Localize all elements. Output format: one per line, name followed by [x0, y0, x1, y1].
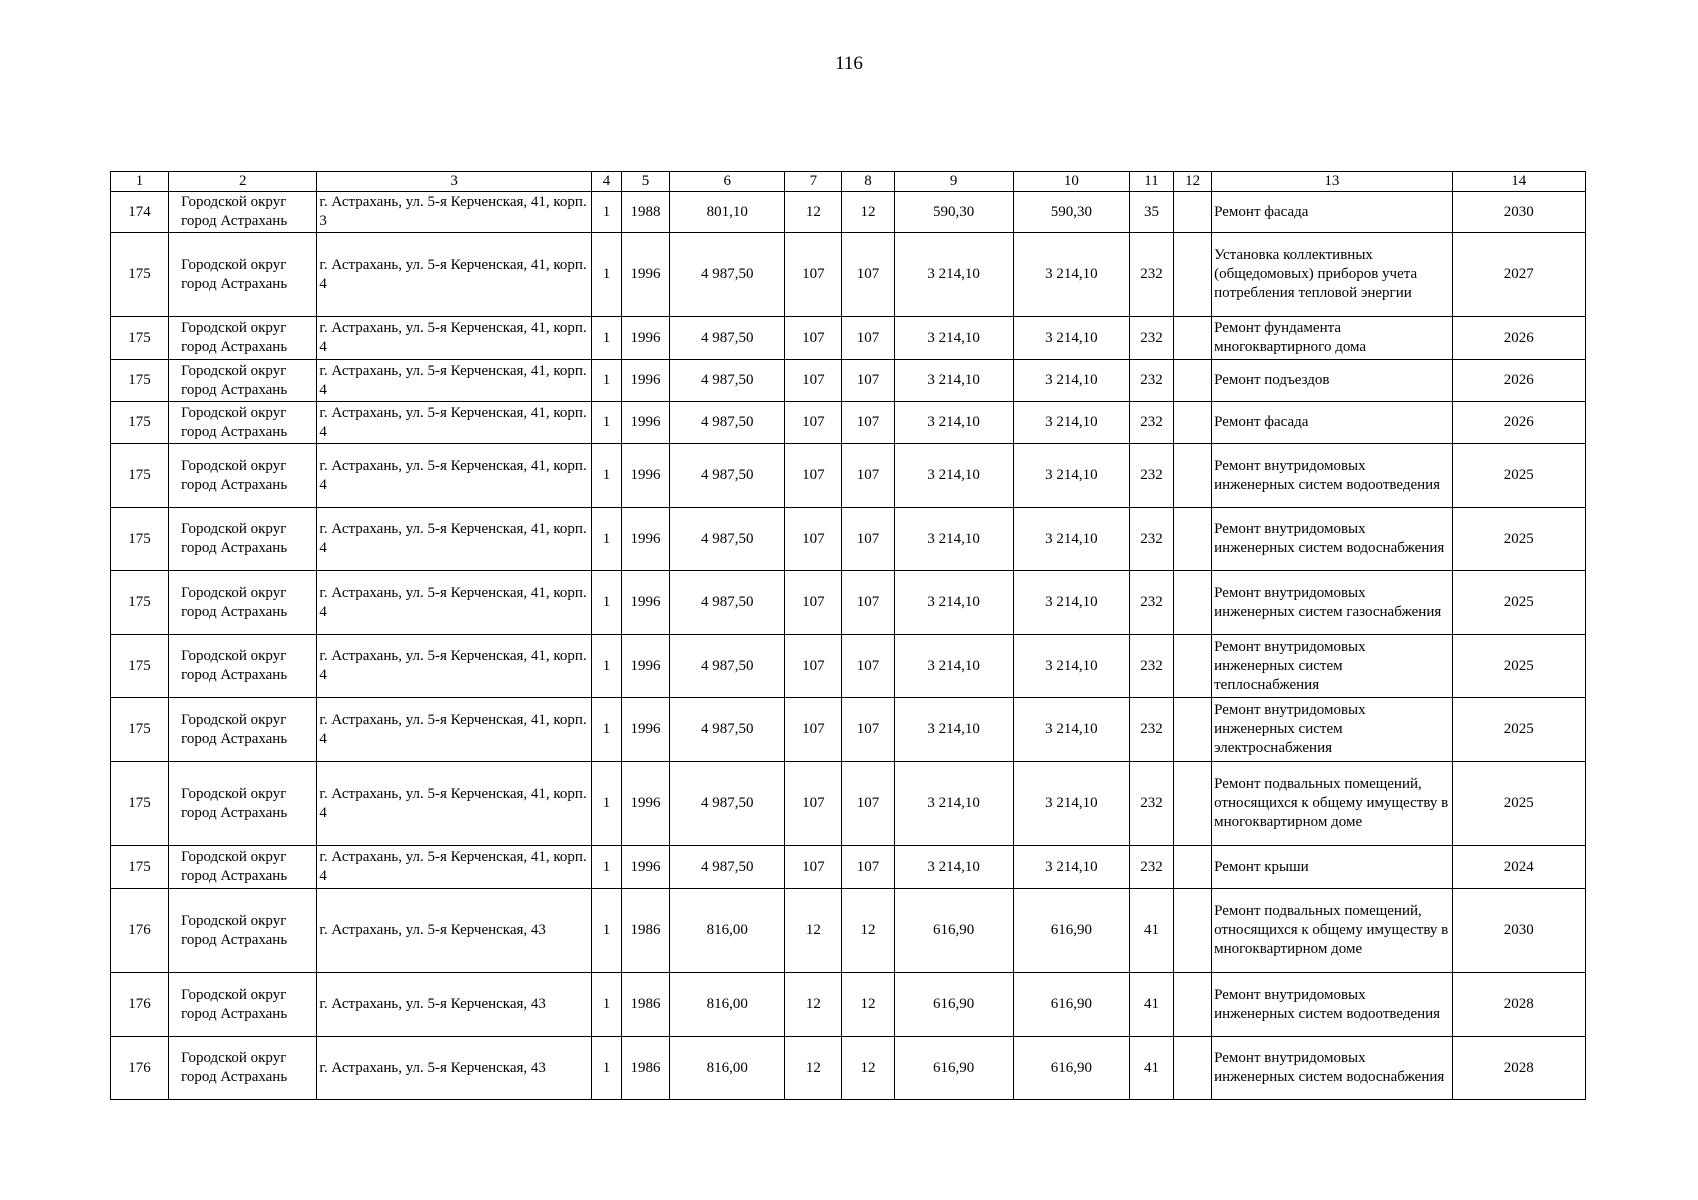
cell-total-area: 4 987,50	[670, 317, 785, 360]
page-number: 116	[835, 53, 863, 74]
cell-apartments-residential: 107	[842, 635, 894, 698]
cell-work-type: Ремонт подвальных помещений, относящихся к общему имуществу в многоквартирном доме	[1212, 889, 1452, 973]
cell-municipality: Городской округ город Астрахань	[169, 846, 317, 889]
cell-planned-year: 2024	[1452, 846, 1585, 889]
table-row	[111, 402, 1586, 444]
header-col-1: 1	[111, 172, 169, 192]
cell-address: г. Астрахань, ул. 5-я Керченская, 41, корп. 4	[317, 698, 592, 762]
cell-planned-year: 2026	[1452, 402, 1585, 444]
table-row	[111, 508, 1586, 571]
cell-row-number: 175	[111, 317, 169, 360]
cell-residents: 41	[1129, 1037, 1173, 1100]
cell-col-12	[1174, 973, 1212, 1037]
cell-total-area: 4 987,50	[670, 233, 785, 317]
cell-row-number: 175	[111, 846, 169, 889]
table-row	[111, 698, 1586, 762]
cell-residents: 232	[1129, 698, 1173, 762]
cell-apartments-residential: 107	[842, 571, 894, 635]
capital-repair-table	[110, 171, 1586, 1100]
cell-planned-year: 2025	[1452, 444, 1585, 508]
cell-planned-year: 2025	[1452, 635, 1585, 698]
cell-total-area: 4 987,50	[670, 402, 785, 444]
cell-residential-area-private: 616,90	[1013, 973, 1129, 1037]
cell-apartments-total: 107	[785, 444, 842, 508]
cell-residents: 232	[1129, 571, 1173, 635]
cell-residents: 41	[1129, 973, 1173, 1037]
table-row	[111, 889, 1586, 973]
cell-apartments-residential: 107	[842, 444, 894, 508]
table-row	[111, 635, 1586, 698]
cell-work-type: Ремонт внутридомовых инженерных систем электроснабжения	[1212, 698, 1452, 762]
cell-residential-area: 3 214,10	[894, 317, 1013, 360]
cell-residential-area: 3 214,10	[894, 571, 1013, 635]
cell-residential-area: 3 214,10	[894, 360, 1013, 402]
table-row	[111, 846, 1586, 889]
table-row	[111, 360, 1586, 402]
cell-apartments-residential: 107	[842, 233, 894, 317]
cell-municipality: Городской округ город Астрахань	[169, 317, 317, 360]
cell-residents: 232	[1129, 846, 1173, 889]
cell-row-number: 175	[111, 360, 169, 402]
cell-residential-area-private: 3 214,10	[1013, 508, 1129, 571]
cell-col-12	[1174, 889, 1212, 973]
cell-apartments-total: 107	[785, 571, 842, 635]
cell-col-12	[1174, 360, 1212, 402]
cell-apartments-total: 107	[785, 317, 842, 360]
cell-residential-area-private: 3 214,10	[1013, 698, 1129, 762]
header-col-4: 4	[591, 172, 621, 192]
cell-building-count: 1	[591, 508, 621, 571]
cell-address: г. Астрахань, ул. 5-я Керченская, 41, корп. 4	[317, 360, 592, 402]
cell-building-count: 1	[591, 233, 621, 317]
cell-residents: 232	[1129, 360, 1173, 402]
cell-building-count: 1	[591, 762, 621, 846]
cell-row-number: 175	[111, 233, 169, 317]
cell-col-12	[1174, 571, 1212, 635]
header-col-9: 9	[894, 172, 1013, 192]
cell-planned-year: 2030	[1452, 889, 1585, 973]
cell-building-count: 1	[591, 635, 621, 698]
header-col-5: 5	[622, 172, 670, 192]
cell-residential-area: 616,90	[894, 973, 1013, 1037]
table-row	[111, 973, 1586, 1037]
cell-apartments-total: 107	[785, 846, 842, 889]
header-col-12: 12	[1174, 172, 1212, 192]
cell-total-area: 4 987,50	[670, 508, 785, 571]
cell-col-12	[1174, 508, 1212, 571]
cell-address: г. Астрахань, ул. 5-я Керченская, 41, корп. 4	[317, 317, 592, 360]
cell-municipality: Городской округ город Астрахань	[169, 444, 317, 508]
cell-apartments-total: 107	[785, 762, 842, 846]
cell-residents: 35	[1129, 192, 1173, 233]
cell-year-built: 1996	[622, 508, 670, 571]
cell-apartments-total: 107	[785, 635, 842, 698]
cell-municipality: Городской округ город Астрахань	[169, 233, 317, 317]
table-row	[111, 233, 1586, 317]
cell-building-count: 1	[591, 317, 621, 360]
table-header-row	[111, 172, 1586, 192]
cell-year-built: 1996	[622, 698, 670, 762]
header-col-11: 11	[1129, 172, 1173, 192]
table-row	[111, 192, 1586, 233]
cell-year-built: 1986	[622, 889, 670, 973]
cell-row-number: 176	[111, 1037, 169, 1100]
cell-year-built: 1996	[622, 317, 670, 360]
cell-building-count: 1	[591, 402, 621, 444]
cell-year-built: 1996	[622, 444, 670, 508]
cell-residents: 232	[1129, 233, 1173, 317]
cell-row-number: 175	[111, 635, 169, 698]
cell-apartments-total: 12	[785, 192, 842, 233]
cell-row-number: 175	[111, 508, 169, 571]
cell-municipality: Городской округ город Астрахань	[169, 698, 317, 762]
cell-apartments-residential: 107	[842, 402, 894, 444]
cell-apartments-residential: 12	[842, 1037, 894, 1100]
cell-col-12	[1174, 1037, 1212, 1100]
cell-year-built: 1986	[622, 973, 670, 1037]
cell-apartments-residential: 107	[842, 846, 894, 889]
cell-year-built: 1996	[622, 762, 670, 846]
cell-address: г. Астрахань, ул. 5-я Керченская, 43	[317, 889, 592, 973]
cell-row-number: 176	[111, 973, 169, 1037]
cell-address: г. Астрахань, ул. 5-я Керченская, 41, корп. 4	[317, 846, 592, 889]
cell-residents: 232	[1129, 508, 1173, 571]
cell-apartments-residential: 12	[842, 192, 894, 233]
cell-row-number: 175	[111, 698, 169, 762]
cell-work-type: Ремонт внутридомовых инженерных систем водоотведения	[1212, 444, 1452, 508]
cell-address: г. Астрахань, ул. 5-я Керченская, 41, корп. 4	[317, 762, 592, 846]
cell-residential-area: 3 214,10	[894, 508, 1013, 571]
cell-col-12	[1174, 402, 1212, 444]
table-row	[111, 1037, 1586, 1100]
cell-residential-area-private: 3 214,10	[1013, 571, 1129, 635]
cell-building-count: 1	[591, 889, 621, 973]
cell-residential-area-private: 3 214,10	[1013, 360, 1129, 402]
cell-municipality: Городской округ город Астрахань	[169, 889, 317, 973]
cell-apartments-total: 107	[785, 360, 842, 402]
cell-municipality: Городской округ город Астрахань	[169, 973, 317, 1037]
cell-residential-area: 3 214,10	[894, 233, 1013, 317]
cell-address: г. Астрахань, ул. 5-я Керченская, 41, корп. 4	[317, 402, 592, 444]
cell-year-built: 1996	[622, 571, 670, 635]
cell-apartments-total: 12	[785, 1037, 842, 1100]
cell-residential-area: 3 214,10	[894, 846, 1013, 889]
cell-year-built: 1996	[622, 402, 670, 444]
cell-address: г. Астрахань, ул. 5-я Керченская, 41, корп. 4	[317, 508, 592, 571]
cell-building-count: 1	[591, 444, 621, 508]
cell-apartments-total: 107	[785, 233, 842, 317]
header-col-6: 6	[670, 172, 785, 192]
cell-work-type: Ремонт подъездов	[1212, 360, 1452, 402]
cell-apartments-residential: 107	[842, 508, 894, 571]
cell-work-type: Ремонт внутридомовых инженерных систем водоснабжения	[1212, 508, 1452, 571]
cell-year-built: 1996	[622, 360, 670, 402]
cell-planned-year: 2028	[1452, 1037, 1585, 1100]
cell-total-area: 816,00	[670, 889, 785, 973]
cell-col-12	[1174, 698, 1212, 762]
cell-building-count: 1	[591, 698, 621, 762]
cell-residential-area: 3 214,10	[894, 444, 1013, 508]
cell-building-count: 1	[591, 973, 621, 1037]
cell-building-count: 1	[591, 846, 621, 889]
cell-apartments-residential: 12	[842, 889, 894, 973]
table-row	[111, 762, 1586, 846]
cell-residential-area: 3 214,10	[894, 402, 1013, 444]
cell-work-type: Ремонт подвальных помещений, относящихся к общему имуществу в многоквартирном доме	[1212, 762, 1452, 846]
cell-col-12	[1174, 444, 1212, 508]
cell-residents: 232	[1129, 317, 1173, 360]
cell-work-type: Установка коллективных (общедомовых) приборов учета потребления тепловой энергии	[1212, 233, 1452, 317]
cell-total-area: 4 987,50	[670, 635, 785, 698]
cell-total-area: 4 987,50	[670, 762, 785, 846]
cell-residential-area-private: 3 214,10	[1013, 233, 1129, 317]
cell-total-area: 816,00	[670, 1037, 785, 1100]
cell-planned-year: 2026	[1452, 360, 1585, 402]
cell-planned-year: 2025	[1452, 508, 1585, 571]
cell-municipality: Городской округ город Астрахань	[169, 762, 317, 846]
header-col-14: 14	[1452, 172, 1585, 192]
cell-municipality: Городской округ город Астрахань	[169, 192, 317, 233]
cell-address: г. Астрахань, ул. 5-я Керченская, 41, корп. 4	[317, 233, 592, 317]
table-row	[111, 444, 1586, 508]
cell-total-area: 4 987,50	[670, 444, 785, 508]
cell-residential-area-private: 616,90	[1013, 889, 1129, 973]
header-col-13: 13	[1212, 172, 1452, 192]
cell-year-built: 1986	[622, 1037, 670, 1100]
cell-apartments-total: 107	[785, 402, 842, 444]
cell-residential-area: 3 214,10	[894, 762, 1013, 846]
cell-building-count: 1	[591, 1037, 621, 1100]
cell-residential-area-private: 616,90	[1013, 1037, 1129, 1100]
cell-col-12	[1174, 192, 1212, 233]
cell-apartments-total: 107	[785, 698, 842, 762]
cell-residential-area-private: 3 214,10	[1013, 635, 1129, 698]
cell-residential-area-private: 590,30	[1013, 192, 1129, 233]
cell-total-area: 816,00	[670, 973, 785, 1037]
cell-work-type: Ремонт внутридомовых инженерных систем газоснабжения	[1212, 571, 1452, 635]
cell-municipality: Городской округ город Астрахань	[169, 508, 317, 571]
cell-apartments-residential: 12	[842, 973, 894, 1037]
cell-work-type: Ремонт внутридомовых инженерных систем теплоснабжения	[1212, 635, 1452, 698]
header-col-2: 2	[169, 172, 317, 192]
cell-work-type: Ремонт крыши	[1212, 846, 1452, 889]
cell-work-type: Ремонт внутридомовых инженерных систем водоотведения	[1212, 973, 1452, 1037]
cell-year-built: 1996	[622, 846, 670, 889]
cell-residential-area: 616,90	[894, 889, 1013, 973]
cell-residential-area-private: 3 214,10	[1013, 846, 1129, 889]
header-col-8: 8	[842, 172, 894, 192]
cell-row-number: 176	[111, 889, 169, 973]
cell-total-area: 801,10	[670, 192, 785, 233]
cell-planned-year: 2026	[1452, 317, 1585, 360]
cell-residents: 232	[1129, 635, 1173, 698]
cell-row-number: 175	[111, 762, 169, 846]
cell-col-12	[1174, 635, 1212, 698]
cell-year-built: 1996	[622, 233, 670, 317]
cell-municipality: Городской округ город Астрахань	[169, 360, 317, 402]
cell-year-built: 1988	[622, 192, 670, 233]
cell-address: г. Астрахань, ул. 5-я Керченская, 43	[317, 973, 592, 1037]
cell-year-built: 1996	[622, 635, 670, 698]
cell-total-area: 4 987,50	[670, 698, 785, 762]
cell-municipality: Городской округ город Астрахань	[169, 402, 317, 444]
table-row	[111, 571, 1586, 635]
cell-apartments-total: 12	[785, 889, 842, 973]
cell-residential-area: 3 214,10	[894, 635, 1013, 698]
cell-residential-area: 3 214,10	[894, 698, 1013, 762]
cell-residential-area-private: 3 214,10	[1013, 762, 1129, 846]
table-row	[111, 317, 1586, 360]
cell-residential-area: 590,30	[894, 192, 1013, 233]
cell-apartments-residential: 107	[842, 360, 894, 402]
cell-col-12	[1174, 762, 1212, 846]
header-col-7: 7	[785, 172, 842, 192]
cell-residents: 232	[1129, 762, 1173, 846]
cell-planned-year: 2025	[1452, 762, 1585, 846]
cell-planned-year: 2030	[1452, 192, 1585, 233]
cell-address: г. Астрахань, ул. 5-я Керченская, 41, корп. 4	[317, 571, 592, 635]
cell-row-number: 175	[111, 444, 169, 508]
cell-address: г. Астрахань, ул. 5-я Керченская, 43	[317, 1037, 592, 1100]
cell-work-type: Ремонт фасада	[1212, 192, 1452, 233]
cell-residential-area-private: 3 214,10	[1013, 317, 1129, 360]
cell-apartments-residential: 107	[842, 762, 894, 846]
header-col-10: 10	[1013, 172, 1129, 192]
cell-planned-year: 2027	[1452, 233, 1585, 317]
cell-total-area: 4 987,50	[670, 360, 785, 402]
cell-municipality: Городской округ город Астрахань	[169, 635, 317, 698]
cell-address: г. Астрахань, ул. 5-я Керченская, 41, корп. 4	[317, 444, 592, 508]
cell-work-type: Ремонт фасада	[1212, 402, 1452, 444]
cell-residential-area: 616,90	[894, 1037, 1013, 1100]
cell-col-12	[1174, 317, 1212, 360]
cell-total-area: 4 987,50	[670, 846, 785, 889]
cell-apartments-residential: 107	[842, 317, 894, 360]
cell-row-number: 175	[111, 402, 169, 444]
cell-planned-year: 2025	[1452, 698, 1585, 762]
cell-residents: 232	[1129, 402, 1173, 444]
cell-apartments-residential: 107	[842, 698, 894, 762]
cell-building-count: 1	[591, 192, 621, 233]
cell-row-number: 174	[111, 192, 169, 233]
cell-apartments-total: 107	[785, 508, 842, 571]
cell-planned-year: 2028	[1452, 973, 1585, 1037]
cell-work-type: Ремонт внутридомовых инженерных систем водоснабжения	[1212, 1037, 1452, 1100]
cell-municipality: Городской округ город Астрахань	[169, 571, 317, 635]
cell-planned-year: 2025	[1452, 571, 1585, 635]
cell-work-type: Ремонт фундамента многоквартирного дома	[1212, 317, 1452, 360]
cell-apartments-total: 12	[785, 973, 842, 1037]
header-col-3: 3	[317, 172, 592, 192]
cell-col-12	[1174, 233, 1212, 317]
cell-residential-area-private: 3 214,10	[1013, 402, 1129, 444]
cell-address: г. Астрахань, ул. 5-я Керченская, 41, корп. 3	[317, 192, 592, 233]
cell-building-count: 1	[591, 571, 621, 635]
cell-building-count: 1	[591, 360, 621, 402]
cell-municipality: Городской округ город Астрахань	[169, 1037, 317, 1100]
cell-col-12	[1174, 846, 1212, 889]
table-body	[111, 192, 1586, 1100]
cell-row-number: 175	[111, 571, 169, 635]
cell-total-area: 4 987,50	[670, 571, 785, 635]
cell-address: г. Астрахань, ул. 5-я Керченская, 41, корп. 4	[317, 635, 592, 698]
cell-residential-area-private: 3 214,10	[1013, 444, 1129, 508]
cell-residents: 232	[1129, 444, 1173, 508]
cell-residents: 41	[1129, 889, 1173, 973]
